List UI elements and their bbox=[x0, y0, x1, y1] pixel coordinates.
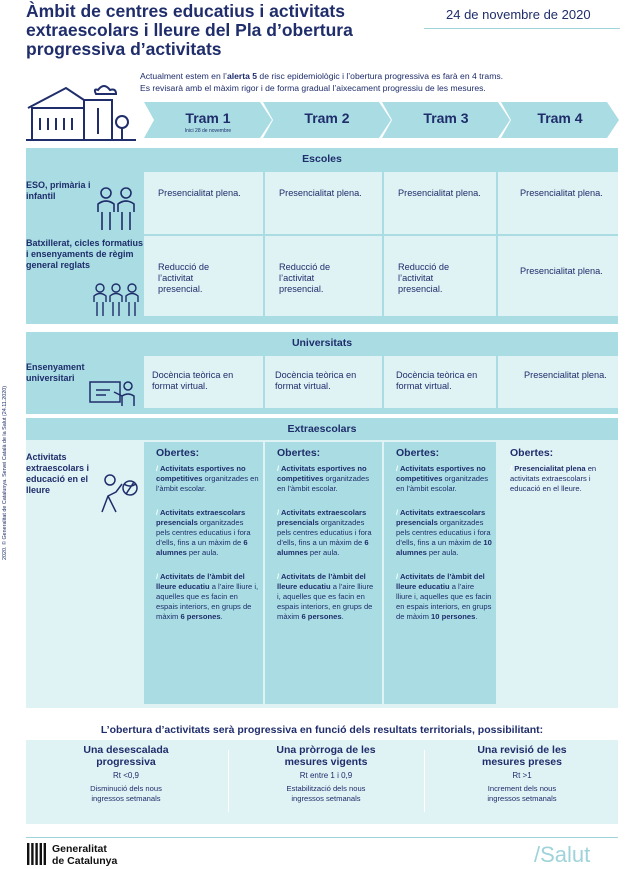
item-bold: 10 persones bbox=[431, 612, 476, 621]
item-bold: 6 persones bbox=[180, 612, 221, 621]
item-text: en activitats extraescolars i educació en el lleure. bbox=[510, 464, 597, 493]
item-text: organitzades pels centres educatius i fora d’ells, fins a un màxim de bbox=[277, 518, 372, 547]
item-bold: 6 persones bbox=[301, 612, 342, 621]
tram-label: Tram 2 bbox=[304, 110, 350, 126]
title-line: extraescolars i lleure del Pla d’obertura bbox=[26, 20, 353, 40]
item-bold: 10 alumnes bbox=[396, 538, 492, 557]
row-label-extraescolars: Activitats extraescolars i educació en el lleure bbox=[26, 452, 90, 495]
extra-item: / Presencialitat plena en activitats extraescolars i educació en el lleure. bbox=[510, 464, 597, 493]
cell-eso-tram3 bbox=[384, 172, 496, 234]
item-text: organitzades en l’àmbit escolar. bbox=[156, 474, 259, 493]
item-bold: Activitats esportives no competitives bbox=[156, 464, 246, 483]
condition-rt: Rt entre 1 i 0,9 bbox=[299, 771, 353, 780]
divider bbox=[424, 750, 425, 812]
cell-text: Presencialitat plena. bbox=[520, 188, 603, 198]
cell-uni-tram1 bbox=[144, 356, 263, 408]
item-text: a l’aire lliure i, aquelles que es facin en espais interiors, en grups de màxim bbox=[156, 582, 259, 621]
item-text: a l’aire lliure i, aquelles que es facin en espais interiors, en grups de màxim bbox=[396, 582, 492, 621]
item-text: a l’aire lliure i, aquelles que es facin en espais interiors, en grups de màxim bbox=[277, 582, 374, 621]
cell-uni-tram4 bbox=[498, 356, 618, 408]
copyright-credit: 2020. © Generalitat de Catalunya. Servei Català de la Salut (24.11.2020) bbox=[2, 385, 8, 560]
intro-text bbox=[140, 70, 620, 94]
extra-item: / Activitats extraescolars presencials organitzades pels centres educatius i fora d’ells, fins a un màxim de 10 alumnes per aula. bbox=[396, 508, 492, 557]
column-heading: Obertes: bbox=[510, 447, 554, 459]
row-label-universitat: Ensenyament universitari bbox=[26, 362, 85, 383]
intro-line2: Es revisarà amb el màxim rigor i de forma gradual l’aixecament progressiu de les mesures. bbox=[140, 83, 486, 93]
teacher-board-icon bbox=[88, 378, 136, 408]
section-extraescolars-header bbox=[26, 418, 618, 440]
cell-text: Presencialitat plena. bbox=[279, 188, 362, 198]
cell-eso-tram4 bbox=[498, 172, 618, 234]
item-bold: Activitats extraescolars presencials bbox=[277, 508, 367, 527]
item-text: organitzades en l’àmbit escolar. bbox=[396, 474, 489, 493]
item-bold: Activitats extraescolars presencials bbox=[156, 508, 246, 527]
cell-batx-tram4 bbox=[498, 236, 618, 316]
extra-item: / Activitats esportives no competitives organitzades en l’àmbit escolar. bbox=[396, 464, 489, 493]
cell-text: Presencialitat plena. bbox=[398, 188, 481, 198]
cell-text: Docència teòrica en format virtual. bbox=[396, 370, 478, 391]
item-text: per aula. bbox=[307, 548, 340, 557]
logo-line: Generalitat bbox=[52, 843, 107, 855]
salut-logo: /Salut bbox=[534, 842, 591, 867]
condition-revisio bbox=[432, 744, 612, 804]
cell-uni-tram2 bbox=[265, 356, 382, 408]
item-text: . bbox=[475, 612, 478, 621]
students-group-icon bbox=[92, 282, 140, 318]
tram-2 bbox=[263, 102, 391, 138]
page-title bbox=[26, 2, 406, 59]
cell-text: Presencialitat plena. bbox=[524, 370, 607, 380]
row-label-eso: ESO, primària i infantil bbox=[26, 180, 91, 201]
tram-start-date: Inici 28 de novembre bbox=[184, 128, 232, 134]
item-bold: Activitats de l’àmbit del lleure educatiu bbox=[396, 572, 485, 591]
extra-col-tram1 bbox=[144, 442, 263, 704]
cell-text: Presencialitat plena. bbox=[158, 188, 241, 198]
cell-text: Docència teòrica en format virtual. bbox=[152, 370, 234, 391]
condition-rt: Rt >1 bbox=[512, 771, 532, 780]
activity-ball-icon bbox=[96, 472, 140, 516]
footer-divider bbox=[26, 837, 618, 838]
school-building-icon bbox=[26, 78, 136, 144]
item-text: . bbox=[341, 612, 344, 621]
condition-desescalada bbox=[38, 744, 214, 804]
extra-item: / Activitats esportives no competitives organitzades en l’àmbit escolar. bbox=[156, 464, 259, 493]
extra-col-tram3 bbox=[384, 442, 496, 704]
cell-text: Docència teòrica en format virtual. bbox=[275, 370, 357, 391]
item-bold: Activitats de l’àmbit del lleure educatiu bbox=[156, 572, 245, 591]
condition-desc: Increment dels nous ingressos setmanals bbox=[487, 784, 557, 803]
cell-text: Reducció de l’activitat presencial. bbox=[398, 262, 450, 294]
condition-prorroga bbox=[236, 744, 416, 804]
tram-1 bbox=[144, 102, 272, 138]
item-bold: Activitats de l’àmbit del lleure educatiu bbox=[277, 572, 366, 591]
item-text: per aula. bbox=[186, 548, 219, 557]
condition-title: Una desescalada progressiva bbox=[83, 744, 169, 768]
section-title: Escoles bbox=[302, 153, 342, 165]
cell-batx-tram3 bbox=[384, 236, 496, 316]
condition-rt: Rt <0,9 bbox=[112, 771, 139, 780]
item-bold: 6 alumnes bbox=[277, 538, 369, 557]
item-text: per aula. bbox=[426, 548, 459, 557]
cell-text: Reducció de l’activitat presencial. bbox=[158, 262, 210, 294]
item-text: organitzades pels centres educatius i fora d’ells, fins a un màxim de bbox=[396, 518, 491, 547]
section-title: Extraescolars bbox=[287, 423, 357, 435]
tram-label: Tram 4 bbox=[537, 110, 583, 126]
cell-text: Presencialitat plena. bbox=[520, 266, 603, 276]
column-heading: Obertes: bbox=[396, 447, 440, 459]
cell-text: Reducció de l’activitat presencial. bbox=[279, 262, 331, 294]
logo-line: de Catalunya bbox=[52, 855, 118, 867]
cell-batx-tram1 bbox=[144, 236, 263, 316]
item-text: organitzades en l’àmbit escolar. bbox=[277, 474, 370, 493]
extra-col-tram4 bbox=[498, 442, 618, 704]
extra-item: / Activitats de l’àmbit del lleure educatiu a l’aire lliure i, aquelles que es facin en espais interiors, en grups de màxim 10 persones. bbox=[396, 572, 492, 621]
extra-item: / Activitats de l’àmbit del lleure educatiu a l’aire lliure i, aquelles que es facin en espais interiors, en grups de màxim 6 persones. bbox=[156, 572, 259, 621]
date-divider bbox=[424, 28, 620, 29]
generalitat-emblem-icon bbox=[26, 843, 46, 865]
tram-label: Tram 3 bbox=[423, 110, 469, 126]
tram-4 bbox=[501, 102, 619, 138]
item-bold: 6 alumnes bbox=[156, 538, 248, 557]
extra-item: / Activitats esportives no competitives organitzades en l’àmbit escolar. bbox=[277, 464, 370, 493]
item-bold: Activitats extraescolars presencials bbox=[396, 508, 486, 527]
column-heading: Obertes: bbox=[156, 447, 200, 459]
extra-item: / Activitats extraescolars presencials organitzades pels centres educatius i fora d’ells, fins a un màxim de 6 alumnes per aula. bbox=[277, 508, 372, 557]
divider bbox=[228, 750, 229, 812]
condition-desc: Disminució dels nous ingressos setmanals bbox=[90, 784, 162, 803]
column-heading: Obertes: bbox=[277, 447, 321, 459]
condition-desc: Estabilització dels nous ingressos setmanals bbox=[286, 784, 366, 803]
item-bold: Activitats esportives no competitives bbox=[396, 464, 486, 483]
section-title: Universitats bbox=[291, 337, 353, 349]
item-bold: Activitats esportives no competitives bbox=[277, 464, 367, 483]
item-text: . bbox=[220, 612, 223, 621]
students-icon bbox=[94, 186, 138, 232]
cell-batx-tram2 bbox=[265, 236, 382, 316]
title-line: progressiva d’activitats bbox=[26, 39, 222, 59]
tram-label: Tram 1 bbox=[185, 110, 231, 126]
extra-item: / Activitats extraescolars presencials organitzades pels centres educatius i fora d’ells, fins a un màxim de 6 alumnes per aula. bbox=[156, 508, 251, 557]
cell-eso-tram1 bbox=[144, 172, 263, 234]
cell-uni-tram3 bbox=[384, 356, 496, 408]
intro-text-part: Actualment estem en l’ bbox=[140, 71, 227, 81]
item-text: organitzades pels centres educatius i fora d’ells, fins a un màxim de bbox=[156, 518, 251, 547]
extra-item: / Activitats de l’àmbit del lleure educatiu a l’aire lliure i, aquelles que es facin en espais interiors, en grups de màxim 6 persones. bbox=[277, 572, 374, 621]
condition-title: Una revisió de les mesures preses bbox=[477, 744, 567, 768]
date-label: 24 de novembre de 2020 bbox=[446, 7, 591, 22]
title-line: Àmbit de centres educatius i activitats bbox=[26, 1, 345, 21]
condition-title: Una pròrroga de les mesures vigents bbox=[276, 744, 376, 768]
row-label-batxillerat: Batxillerat, cicles formatius i ensenyaments de règim general reglats bbox=[26, 238, 144, 270]
intro-text-part: de risc epidemiològic i l’obertura progressiva es farà en 4 trams. bbox=[257, 71, 504, 81]
generalitat-logo-text bbox=[52, 843, 117, 867]
item-bold: Presencialitat plena bbox=[514, 464, 586, 473]
extra-col-tram2 bbox=[265, 442, 382, 704]
tram-3 bbox=[382, 102, 510, 138]
cell-eso-tram2 bbox=[265, 172, 382, 234]
intro-alert: alerta 5 bbox=[226, 71, 258, 81]
conditions-title: L’obertura d’activitats serà progressiva en funció dels resultats territorials, possibilitant: bbox=[100, 724, 544, 736]
